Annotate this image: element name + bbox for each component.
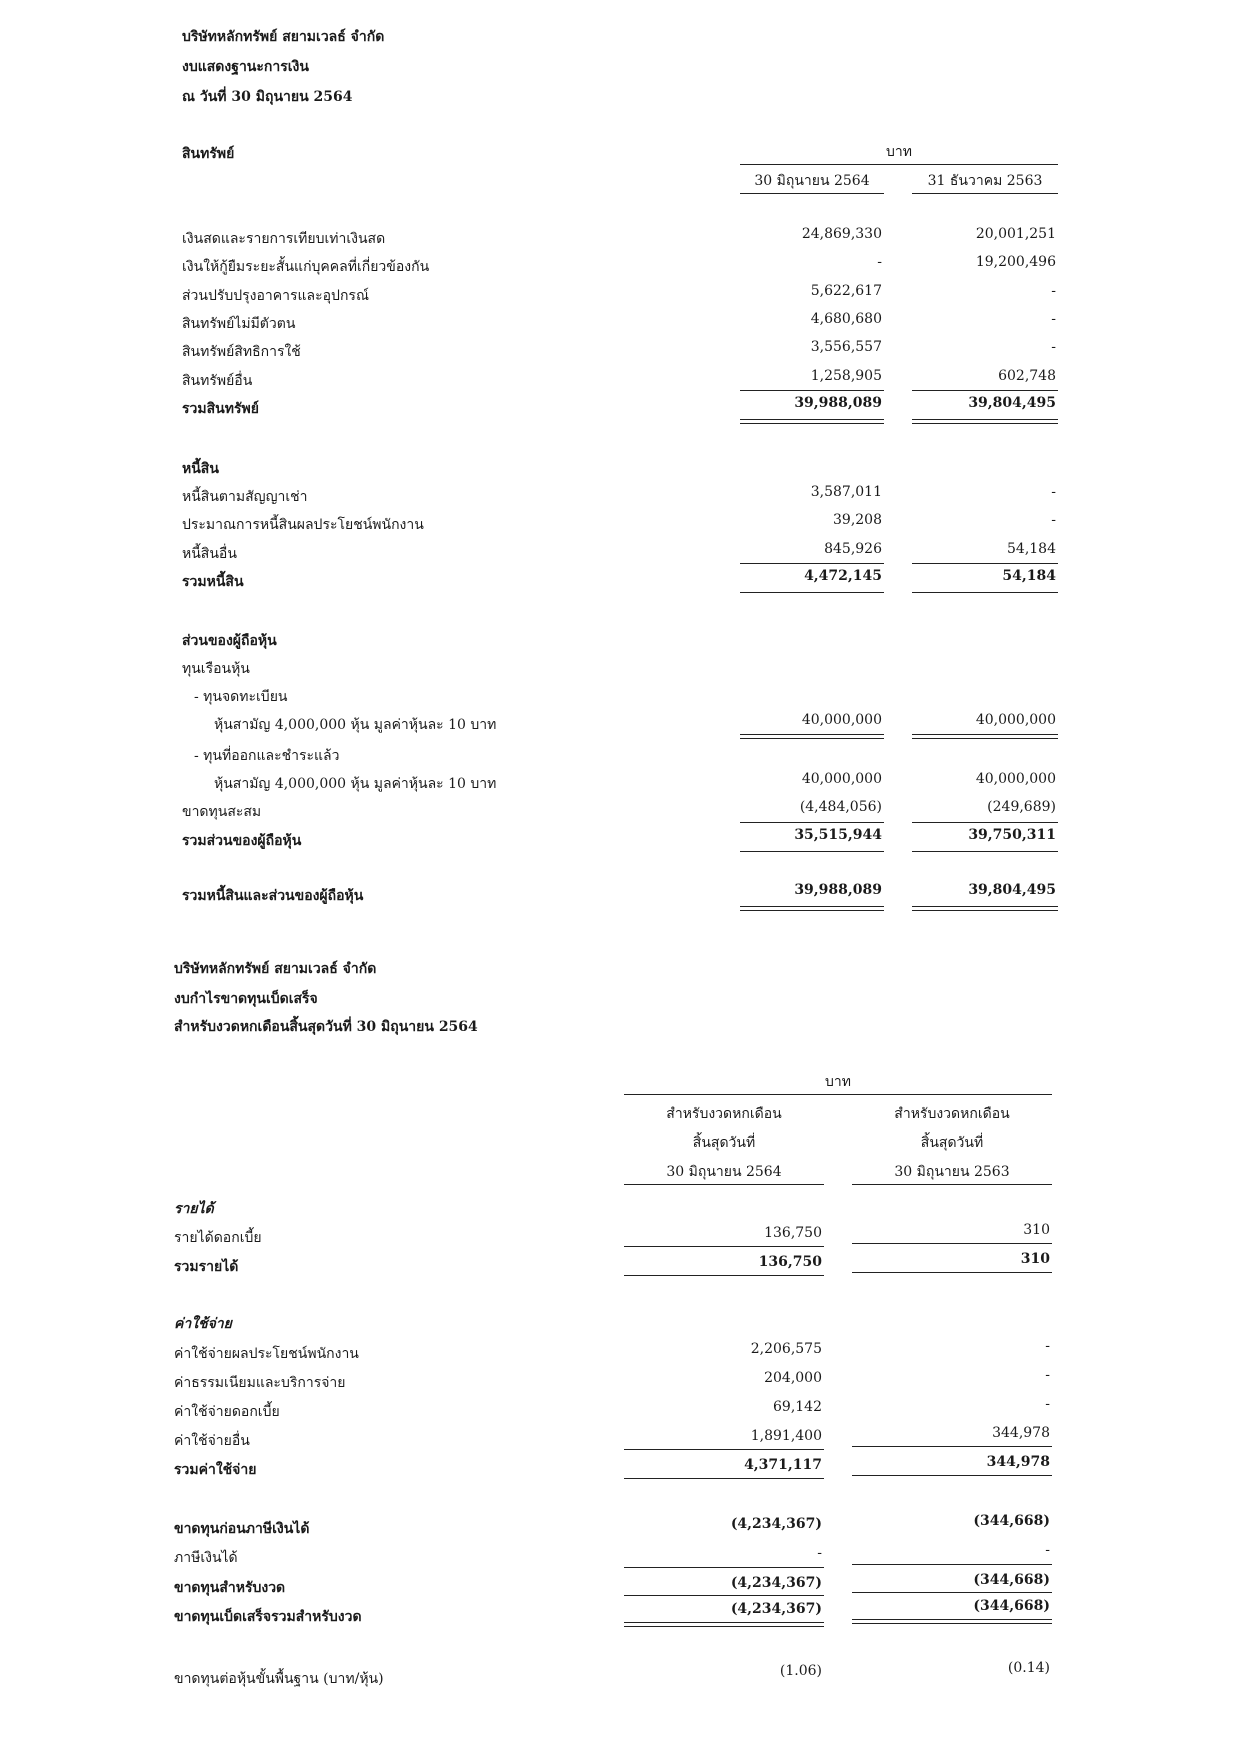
expense-heading: ค่าใช้จ่าย xyxy=(174,1316,232,1332)
row-value-col2: 310 xyxy=(1020,1251,1050,1267)
revenue-heading: รายได้ xyxy=(174,1201,214,1217)
row-value-col2: 39,804,495 xyxy=(968,882,1056,898)
total-rule xyxy=(852,1272,1052,1273)
share-capital-label: ทุนเรือนหุ้น xyxy=(182,661,250,677)
row-label: ค่าธรรมเนียมและบริการจ่าย xyxy=(174,1375,346,1391)
row-label: ส่วนปรับปรุงอาคารและอุปกรณ์ xyxy=(182,288,369,304)
row-value-col2: - xyxy=(1051,484,1056,500)
total-double-rule xyxy=(912,419,1058,424)
pl-currency: บาท xyxy=(825,1074,851,1090)
row-value-col2: 39,804,495 xyxy=(968,395,1056,411)
pl-col1-header-line1: สำหรับงวดหกเดือน xyxy=(666,1106,782,1122)
row-label: รวมรายได้ xyxy=(174,1259,239,1275)
row-value-col2: (344,668) xyxy=(973,1513,1050,1529)
row-label: สินทรัพย์สิทธิการใช้ xyxy=(182,344,301,360)
row-label: ภาษีเงินได้ xyxy=(174,1550,238,1566)
bs-col1-header: 30 มิถุนายน 2564 xyxy=(754,173,870,189)
row-value-col1: (4,234,367) xyxy=(730,1601,822,1617)
row-label: รวมสินทรัพย์ xyxy=(182,401,259,417)
total-double-rule xyxy=(740,734,884,739)
total-rule xyxy=(624,1478,824,1479)
row-value-col1: - xyxy=(817,1545,822,1561)
subtotal-rule xyxy=(740,822,884,823)
row-value-col1: (4,484,056) xyxy=(799,799,882,815)
row-label: เงินให้กู้ยืมระยะสั้นแก่บุคคลที่เกี่ยวข้องกัน xyxy=(182,259,430,275)
row-label: สินทรัพย์อื่น xyxy=(182,373,253,389)
subtotal-rule xyxy=(852,1564,1052,1565)
total-double-rule xyxy=(912,906,1058,911)
total-rule xyxy=(740,851,884,852)
pl-col1-header-line3: 30 มิถุนายน 2564 xyxy=(666,1164,782,1180)
paid-capital-label: - ทุนที่ออกและชำระแล้ว xyxy=(194,748,340,764)
row-value-col1: 1,258,905 xyxy=(810,368,882,384)
subtotal-rule xyxy=(912,822,1058,823)
pl-col1-header-rule xyxy=(624,1184,824,1185)
total-double-rule xyxy=(740,419,884,424)
row-value-col1: 4,472,145 xyxy=(804,568,882,584)
row-value-col1: 204,000 xyxy=(764,1370,822,1386)
row-label: หนี้สินอื่น xyxy=(182,546,237,562)
pl-period: สำหรับงวดหกเดือนสิ้นสุดวันที่ 30 มิถุนายน 2564 xyxy=(174,1019,478,1035)
row-value-col2: (249,689) xyxy=(987,799,1056,815)
total-double-rule xyxy=(740,906,884,911)
row-value-col1: 4,371,117 xyxy=(744,1457,822,1473)
pl-company: บริษัทหลักทรัพย์ สยามเวลธ์ จำกัด xyxy=(174,961,377,977)
row-value-col1: (4,234,367) xyxy=(730,1575,822,1591)
row-value-col2: 40,000,000 xyxy=(975,712,1056,728)
subtotal-rule xyxy=(740,563,884,564)
row-value-col2: 54,184 xyxy=(1007,541,1056,557)
row-value-col2: - xyxy=(1045,1542,1050,1558)
row-label: รายได้ดอกเบี้ย xyxy=(174,1230,262,1246)
row-value-col2: - xyxy=(1045,1338,1050,1354)
row-label: เงินสดและรายการเทียบเท่าเงินสด xyxy=(182,231,386,247)
registered-capital-label: - ทุนจดทะเบียน xyxy=(194,689,288,705)
row-label: หุ้นสามัญ 4,000,000 หุ้น มูลค่าหุ้นละ 10 บาท xyxy=(214,776,497,792)
row-value-col1: - xyxy=(877,254,882,270)
row-value-col1: 5,622,617 xyxy=(810,283,882,299)
total-double-rule xyxy=(912,734,1058,739)
row-value-col2: 19,200,496 xyxy=(975,254,1056,270)
row-value-col1: 136,750 xyxy=(758,1254,822,1270)
row-value-col1: 35,515,944 xyxy=(794,827,882,843)
row-label: รวมส่วนของผู้ถือหุ้น xyxy=(182,833,302,849)
bs-currency: บาท xyxy=(886,144,912,160)
row-value-col1: 2,206,575 xyxy=(750,1341,822,1357)
total-double-rule xyxy=(624,1622,824,1627)
row-value-col1: 3,587,011 xyxy=(810,484,882,500)
row-value-col2: 602,748 xyxy=(998,368,1056,384)
subtotal-rule xyxy=(912,390,1058,391)
row-value-col2: - xyxy=(1045,1396,1050,1412)
row-value-col1: 69,142 xyxy=(773,1399,822,1415)
pl-statement-title: งบกำไรขาดทุนเบ็ดเสร็จ xyxy=(174,991,318,1007)
bs-col2-header: 31 ธันวาคม 2563 xyxy=(927,173,1043,189)
subtotal-rule xyxy=(852,1446,1052,1447)
row-value-col1: 39,208 xyxy=(833,512,882,528)
row-value-col2: (344,668) xyxy=(973,1598,1050,1614)
total-rule xyxy=(624,1275,824,1276)
liabilities-heading: หนี้สิน xyxy=(182,461,219,477)
row-value-col1: 39,988,089 xyxy=(794,395,882,411)
row-value-col1: 40,000,000 xyxy=(801,712,882,728)
row-value-col2: - xyxy=(1051,283,1056,299)
row-value-col1: (4,234,367) xyxy=(730,1516,822,1532)
row-value-col2: 20,001,251 xyxy=(975,226,1056,242)
equity-heading: ส่วนของผู้ถือหุ้น xyxy=(182,633,277,649)
row-value-col2: 39,750,311 xyxy=(968,827,1056,843)
row-label: หนี้สินตามสัญญาเช่า xyxy=(182,489,308,505)
row-label: รวมหนี้สิน xyxy=(182,574,244,590)
pl-col2-header-line3: 30 มิถุนายน 2563 xyxy=(894,1164,1010,1180)
pl-col2-header-line2: สิ้นสุดวันที่ xyxy=(920,1135,984,1151)
row-value-col2: 54,184 xyxy=(1002,568,1056,584)
subtotal-rule xyxy=(852,1592,1052,1593)
row-label: หุ้นสามัญ 4,000,000 หุ้น มูลค่าหุ้นละ 10 บาท xyxy=(214,717,497,733)
row-value-col1: 136,750 xyxy=(764,1225,822,1241)
row-label: รวมหนี้สินและส่วนของผู้ถือหุ้น xyxy=(182,888,364,904)
total-rule xyxy=(740,592,884,593)
row-value-col2: 40,000,000 xyxy=(975,771,1056,787)
row-value-col1: (1.06) xyxy=(779,1663,822,1679)
subtotal-rule xyxy=(624,1567,824,1568)
row-value-col2: - xyxy=(1051,339,1056,355)
row-value-col2: 344,978 xyxy=(986,1454,1050,1470)
row-value-col1: 845,926 xyxy=(824,541,882,557)
bs-col1-header-rule xyxy=(740,193,884,194)
row-value-col1: 3,556,557 xyxy=(810,339,882,355)
bs-statement-date: ณ วันที่ 30 มิถุนายน 2564 xyxy=(182,89,353,105)
pl-col2-header-rule xyxy=(852,1184,1052,1185)
row-label: ขาดทุนเบ็ดเสร็จรวมสำหรับงวด xyxy=(174,1609,362,1625)
row-value-col2: 310 xyxy=(1023,1222,1050,1238)
subtotal-rule xyxy=(624,1595,824,1596)
total-rule xyxy=(912,592,1058,593)
subtotal-rule xyxy=(852,1243,1052,1244)
row-value-col2: (0.14) xyxy=(1007,1660,1050,1676)
row-value-col1: 39,988,089 xyxy=(794,882,882,898)
row-label: ขาดทุนสำหรับงวด xyxy=(174,1580,286,1596)
row-value-col2: - xyxy=(1045,1367,1050,1383)
pl-col1-header-line2: สิ้นสุดวันที่ xyxy=(692,1135,756,1151)
row-label: ขาดทุนสะสม xyxy=(182,804,262,820)
row-label: ค่าใช้จ่ายอื่น xyxy=(174,1433,250,1449)
row-value-col1: 24,869,330 xyxy=(801,226,882,242)
row-value-col1: 1,891,400 xyxy=(750,1428,822,1444)
total-rule xyxy=(912,851,1058,852)
bs-company: บริษัทหลักทรัพย์ สยามเวลธ์ จำกัด xyxy=(182,29,385,45)
subtotal-rule xyxy=(912,563,1058,564)
row-label: ค่าใช้จ่ายผลประโยชน์พนักงาน xyxy=(174,1346,359,1362)
row-value-col2: (344,668) xyxy=(973,1572,1050,1588)
row-value-col2: - xyxy=(1051,512,1056,528)
total-rule xyxy=(852,1475,1052,1476)
bs-currency-rule xyxy=(740,164,1058,165)
row-value-col2: - xyxy=(1051,311,1056,327)
bs-col2-header-rule xyxy=(912,193,1058,194)
pl-col2-header-line1: สำหรับงวดหกเดือน xyxy=(894,1106,1010,1122)
row-value-col2: 344,978 xyxy=(992,1425,1050,1441)
bs-statement-title: งบแสดงฐานะการเงิน xyxy=(182,59,309,75)
pl-currency-rule xyxy=(624,1094,1052,1095)
subtotal-rule xyxy=(624,1246,824,1247)
assets-heading: สินทรัพย์ xyxy=(182,146,235,162)
row-label: ประมาณการหนี้สินผลประโยชน์พนักงาน xyxy=(182,517,424,533)
row-label: ขาดทุนต่อหุ้นขั้นพื้นฐาน (บาท/หุ้น) xyxy=(174,1671,384,1687)
row-label: สินทรัพย์ไม่มีตัวตน xyxy=(182,316,296,332)
subtotal-rule xyxy=(624,1449,824,1450)
row-label: ค่าใช้จ่ายดอกเบี้ย xyxy=(174,1404,280,1420)
total-double-rule xyxy=(852,1619,1052,1624)
row-value-col1: 40,000,000 xyxy=(801,771,882,787)
row-label: รวมค่าใช้จ่าย xyxy=(174,1462,257,1478)
row-label: ขาดทุนก่อนภาษีเงินได้ xyxy=(174,1521,310,1537)
row-value-col1: 4,680,680 xyxy=(810,311,882,327)
subtotal-rule xyxy=(740,390,884,391)
